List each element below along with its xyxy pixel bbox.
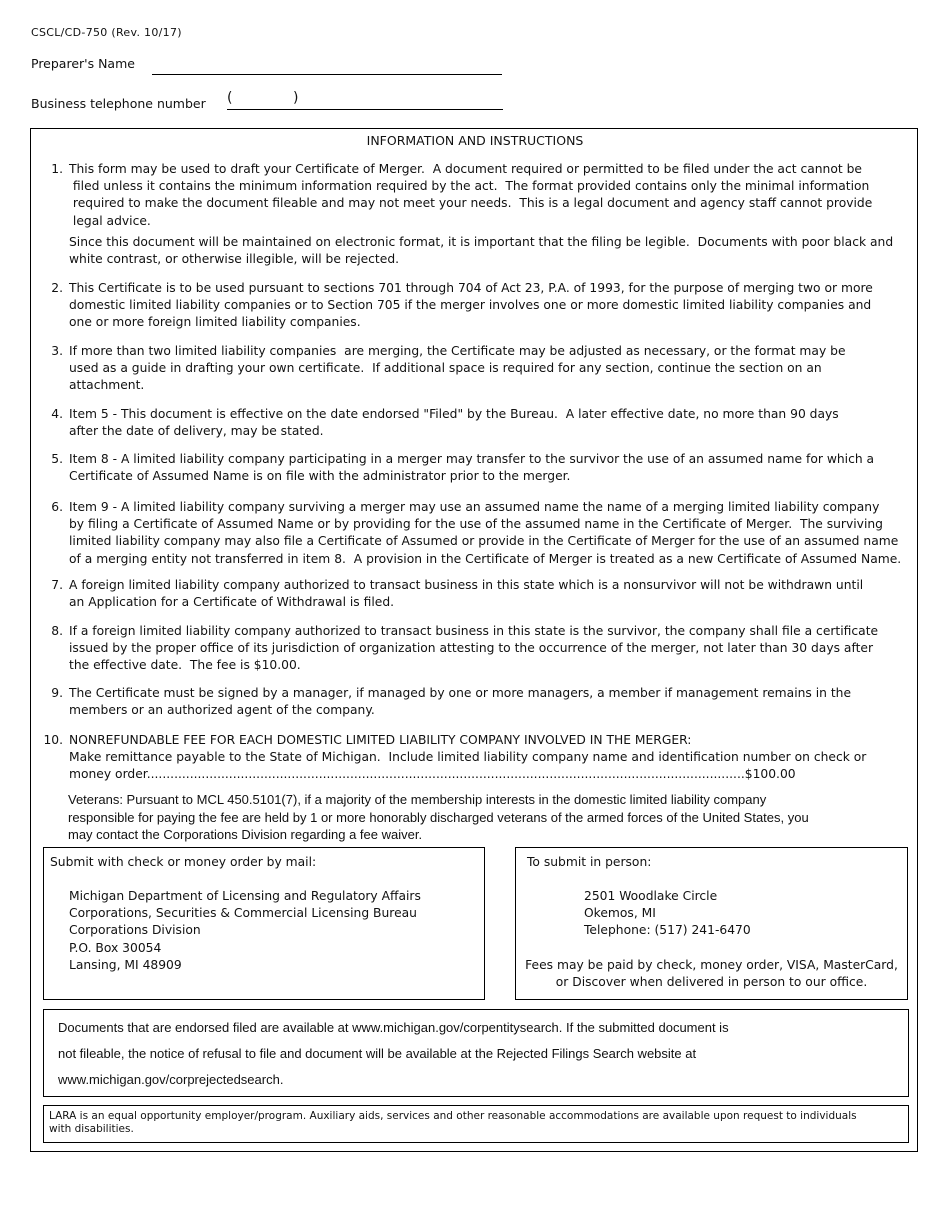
- form-id: CSCL/CD-750 (Rev. 10/17): [31, 26, 182, 39]
- mail-submission-box: [43, 847, 485, 1000]
- in-person-submission-box: [515, 847, 908, 1000]
- instruction-line: legal advice.: [69, 213, 151, 228]
- instruction-number: 7.: [51, 578, 63, 592]
- mail-address-line: Lansing, MI 48909: [69, 957, 182, 972]
- payment-methods: [516, 957, 907, 991]
- instruction-line: domestic limited liability companies or to Section 705 if the merger involves one or more domestic limited liability companies and: [69, 298, 872, 313]
- in-person-address-line: Telephone: (517) 241-6470: [584, 923, 751, 938]
- instruction-line: Certificate of Assumed Name is on file with the administrator prior to the merger.: [69, 469, 571, 484]
- instruction-line: If more than two limited liability companies are merging, the Certificate may be adjusted as necessary, or the format may be: [69, 344, 846, 358]
- veterans-line: responsible for paying the fee are held by 1 or more honorably discharged veterans of the armed forces of the United States, you: [68, 809, 809, 825]
- mail-heading: Submit with check or money order by mail:: [50, 855, 317, 869]
- instruction-line: issued by the proper office of its jurisdiction of organization attesting to the occurrence of the merger, not later than 30 days after: [69, 641, 874, 656]
- in-person-address-line: 2501 Woodlake Circle: [584, 889, 718, 903]
- preparer-name-field[interactable]: [152, 56, 502, 75]
- instruction-line: Item 9 - A limited liability company surviving a merger may use an assumed name the name of a merging limited liability company: [69, 500, 880, 514]
- instruction-number: 3.: [51, 344, 63, 358]
- mail-address-line: P.O. Box 30054: [69, 940, 162, 955]
- mail-address-line: Corporations Division: [69, 923, 201, 938]
- instruction-number: 9.: [51, 686, 63, 700]
- mail-address-line: Corporations, Securities & Commercial Licensing Bureau: [69, 906, 417, 921]
- instruction-line: Item 5 - This document is effective on the date endorsed "Filed" by the Bureau. A later effective date, no more than 90 days: [69, 407, 839, 421]
- instruction-line: This Certificate is to be used pursuant to sections 701 through 704 of Act 23, P.A. of 1993, for the purpose of merging two or more: [69, 281, 873, 295]
- instruction-line: one or more foreign limited liability companies.: [69, 315, 361, 330]
- lara-notice-line: with disabilities.: [49, 1123, 134, 1135]
- business-phone-label: Business telephone number: [31, 96, 206, 111]
- instruction-line: of a merging entity not transferred in item 8. A provision in the Certificate of Merger is treated as a new Certificate of Assumed Name.: [69, 551, 902, 566]
- payment-methods-line: Fees may be paid by check, money order, VISA, MasterCard,: [525, 958, 898, 972]
- instruction-number: 2.: [51, 281, 63, 295]
- instruction-number: 8.: [51, 624, 63, 638]
- payment-methods-line: or Discover when delivered in person to our office.: [555, 975, 868, 990]
- instruction-line: limited liability company may also file a Certificate of Assumed or provide in the Certificate of Merger for the use of an assumed name: [69, 534, 899, 549]
- business-phone-field[interactable]: [227, 92, 503, 110]
- instruction-line: the effective date. The fee is $10.00.: [69, 658, 301, 673]
- veterans-line: Veterans: Pursuant to MCL 450.5101(7), if a majority of the membership interests in the domestic limited liability company: [68, 792, 767, 807]
- lara-notice-line: LARA is an equal opportunity employer/program. Auxiliary aids, services and other reasonable accommodations are available upon request to individuals: [49, 1110, 857, 1122]
- instruction-line: members or an authorized agent of the company.: [69, 703, 375, 718]
- phone-open-paren: (: [227, 90, 233, 106]
- in-person-heading: To submit in person:: [527, 855, 652, 869]
- mail-address-line: Michigan Department of Licensing and Regulatory Affairs: [69, 889, 421, 903]
- instruction-line: This form may be used to draft your Certificate of Merger. A document required or permitted to be filed under the act cannot be: [69, 162, 862, 176]
- instructions-box: [30, 128, 918, 1152]
- instruction-line: after the date of delivery, may be stated.: [69, 424, 324, 439]
- instruction-line: required to make the document fileable and may not meet your needs. This is a legal document and agency staff cannot provide: [69, 196, 873, 211]
- instruction-line: used as a guide in drafting your own certificate. If additional space is required for any section, continue the section on an: [69, 361, 822, 376]
- lara-notice-box: [43, 1105, 909, 1143]
- instruction-line: filed unless it contains the minimum information required by the act. The format provided contains only the minimal information: [69, 179, 870, 194]
- instruction-line: A foreign limited liability company authorized to transact business in this state which is a nonsurvivor will not be withdrawn until: [69, 578, 864, 592]
- instruction-number: 10.: [43, 733, 63, 747]
- instruction-line: money order.........................................................................................................................................................$100.00: [69, 767, 796, 782]
- instruction-line: The Certificate must be signed by a manager, if managed by one or more managers, a member if management remains in the: [69, 686, 852, 700]
- documents-notice-box: [43, 1009, 909, 1097]
- instructions-title: INFORMATION AND INSTRUCTIONS: [366, 133, 584, 148]
- veterans-line: may contact the Corporations Division regarding a fee waiver.: [68, 827, 423, 842]
- instruction-line: If a foreign limited liability company authorized to transact business in this state is the survivor, the company shall file a certificate: [69, 624, 879, 638]
- instruction-number: 5.: [51, 452, 63, 466]
- documents-notice-line: www.michigan.gov/corprejectedsearch.: [58, 1072, 284, 1087]
- veterans-notice: [68, 791, 809, 844]
- instruction-line: NONREFUNDABLE FEE FOR EACH DOMESTIC LIMITED LIABILITY COMPANY INVOLVED IN THE MERGER:: [69, 733, 692, 747]
- documents-notice-line: not fileable, the notice of refusal to file and document will be available at the Rejected Filings Search website at: [58, 1046, 697, 1061]
- instruction-number: 6.: [51, 500, 63, 514]
- in-person-address-line: Okemos, MI: [584, 906, 656, 921]
- instruction-line: Item 8 - A limited liability company participating in a merger may transfer to the survivor the use of an assumed name for which a: [69, 452, 875, 466]
- phone-close-paren: ): [293, 90, 299, 106]
- instruction-line: an Application for a Certificate of Withdrawal is filed.: [69, 595, 395, 610]
- preparer-name-label: Preparer's Name: [31, 56, 135, 71]
- instruction-line: Make remittance payable to the State of Michigan. Include limited liability company name and identification number on check or: [69, 750, 867, 765]
- instruction-number: 4.: [51, 407, 63, 421]
- documents-notice-line: Documents that are endorsed filed are available at www.michigan.gov/corpentitysearch. If the submitted document is: [58, 1020, 729, 1035]
- instruction-line: white contrast, or otherwise illegible, will be rejected.: [69, 252, 400, 267]
- instruction-line: attachment.: [69, 378, 145, 393]
- instruction-line: by filing a Certificate of Assumed Name or by providing for the use of the assumed name in the Certificate of Merger. The surviving: [69, 517, 883, 532]
- instruction-line: Since this document will be maintained on electronic format, it is important that the filing be legible. Documents with poor black and: [69, 235, 894, 249]
- instruction-number: 1.: [51, 162, 63, 176]
